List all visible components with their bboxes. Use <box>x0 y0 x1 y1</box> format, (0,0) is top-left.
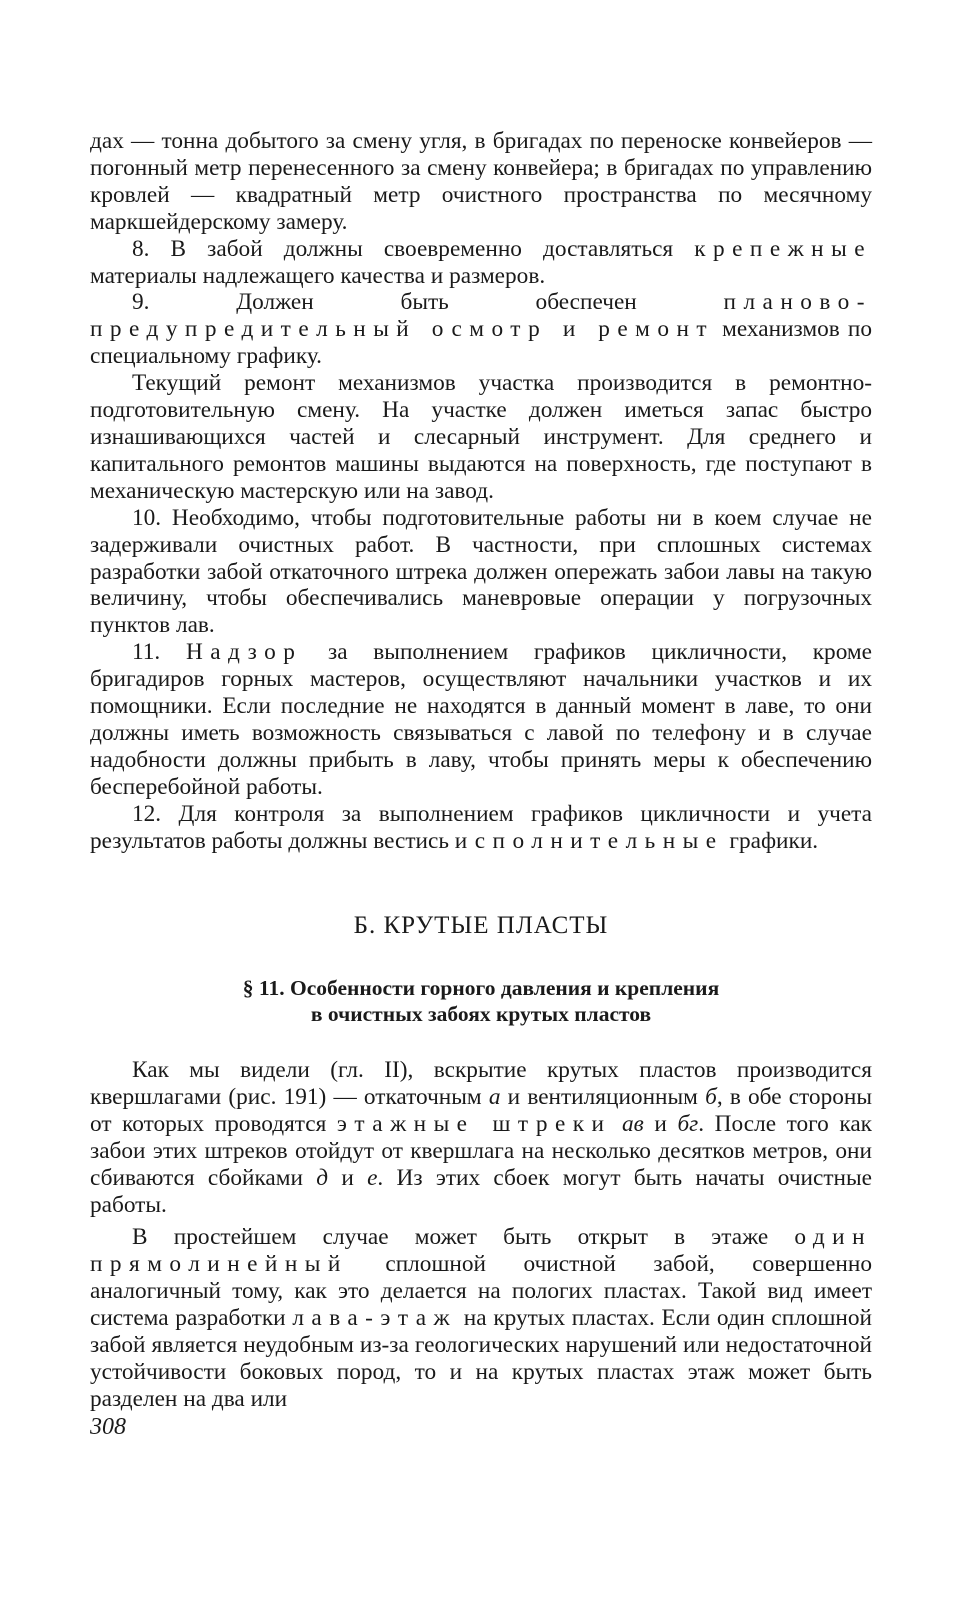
text-run: на крутых пластах. Если один сплошной забой является неудобным из-за геологических нарушений или недостаточной устойчивости боковых пород, то и на крутых пластах этаж может быть разделен на два или <box>90 1305 872 1412</box>
paragraph-12-start: 12. Для контроля за выполнением графиков цикличности и учета результатов работы должны вестись <box>90 800 872 854</box>
paragraph-heading <box>150 975 812 1027</box>
paragraph-11-spaced: Надзор <box>185 639 303 666</box>
section-title: Б. КРУТЫЕ ПЛАСТЫ <box>353 912 609 939</box>
spaced-term: этажные штреки <box>336 1110 612 1137</box>
spaced-term: лава-этаж <box>292 1305 458 1332</box>
text-run: , в обе стороны от которых проводятся <box>90 1083 872 1137</box>
paragraph-12-end: графики. <box>723 827 819 854</box>
italic-letter: бг <box>677 1110 699 1137</box>
text-run: . После того как забои этих штреков отойдут от квершлага на несколько десятков метров, они сбиваются сбойками <box>90 1110 872 1191</box>
spaced-term: один прямолинейный <box>90 1224 872 1278</box>
paragraph-11-end: за выполнением графиков цикличности, кроме бригадиров горных мастеров, осуществляют начальники участков и их помощники. Если последние не находятся в данный момент в лаве, то они должны иметь возможность связываться с лавой по телефону и в случае надобности должны прибыть в лаву, чтобы принять меры к обеспечению бесперебойной работы. <box>90 639 872 800</box>
paragraph-9 <box>90 289 872 370</box>
paragraph-continuation: дах — тонна добытого за смену угля, в бригадах по переноске конвейеров — погонный метр перенесенного за смену конвейера; в бригадах по управлению кровлей — квадратный метр очистного пространства по месячному маркшейдерскому замеру. <box>90 128 872 235</box>
text-run: В простейшем случае может быть открыт в этаже <box>132 1224 795 1251</box>
italic-letter: ав <box>622 1110 644 1137</box>
text-run: и вентиляционным <box>500 1083 706 1110</box>
paragraph-opening-steep <box>90 1057 872 1218</box>
paragraph-9-end: механизмов по специальному графику. <box>90 316 873 370</box>
italic-letter: д <box>316 1164 329 1191</box>
paragraph-heading-line-1: § 11. Особенности горного давления и крепления <box>242 976 720 1000</box>
paragraph-repair: Текущий ремонт механизмов участка производится в ремонтно-подготовительную смену. На участке должен иметься запас быстро изнашивающихся частей и слесарный инструмент. Для среднего и капитального ремонтов машины выдаются на поверхность, где поступают в механическую мастерскую или на завод. <box>90 370 872 504</box>
paragraph-12 <box>90 801 872 855</box>
text-run: сплошной очистной забой, совершенно аналогичный тому, как это делается на пологих пластах. Такой вид имеет система разработки <box>90 1251 872 1332</box>
paragraph-12-spaced: исполнительные <box>454 827 724 854</box>
text-run <box>611 1111 622 1137</box>
text-run: и <box>328 1164 368 1191</box>
body-text-bottom <box>90 1057 872 1413</box>
paragraph-heading-line-2: в очистных забоях крутых пластов <box>310 1002 652 1026</box>
paragraph-11-start: 11. <box>132 639 186 666</box>
page-number: 308 <box>90 1414 126 1440</box>
body-text-top <box>90 128 872 854</box>
paragraph-8-start: 8. В забой должны своевременно доставляться <box>132 235 695 262</box>
paragraph-8-spaced: крепежные <box>694 235 872 262</box>
text-run: Как мы видели (гл. II), вскрытие крутых пластов производится квершлагами (рис. 191) — откаточным <box>90 1057 872 1110</box>
paragraph-8 <box>90 236 872 290</box>
paragraph-11 <box>90 639 872 800</box>
text-run: . Из этих сбоек могут быть начаты очистные работы. <box>90 1164 873 1218</box>
paragraph-9-spaced: планово-предупредительный осмотр и ремонт <box>90 289 872 343</box>
paragraph-8-end: материалы надлежащего качества и размеров. <box>90 262 546 289</box>
text-run: и <box>643 1110 678 1137</box>
paragraph-9-start: 9. Должен быть обеспечен <box>132 289 724 316</box>
italic-letter: а <box>488 1083 501 1110</box>
italic-letter: б <box>705 1083 717 1110</box>
paragraph-10: 10. Необходимо, чтобы подготовительные работы ни в коем случае не задерживали очистных работ. В частности, при сплошных системах разработки забой откаточного штрека должен опережать забои лавы на такую величину, чтобы обеспечивались маневровые операции у погрузочных пунктов лав. <box>90 504 872 639</box>
italic-letter: е <box>367 1164 378 1191</box>
paragraph-simple-case <box>90 1224 872 1412</box>
